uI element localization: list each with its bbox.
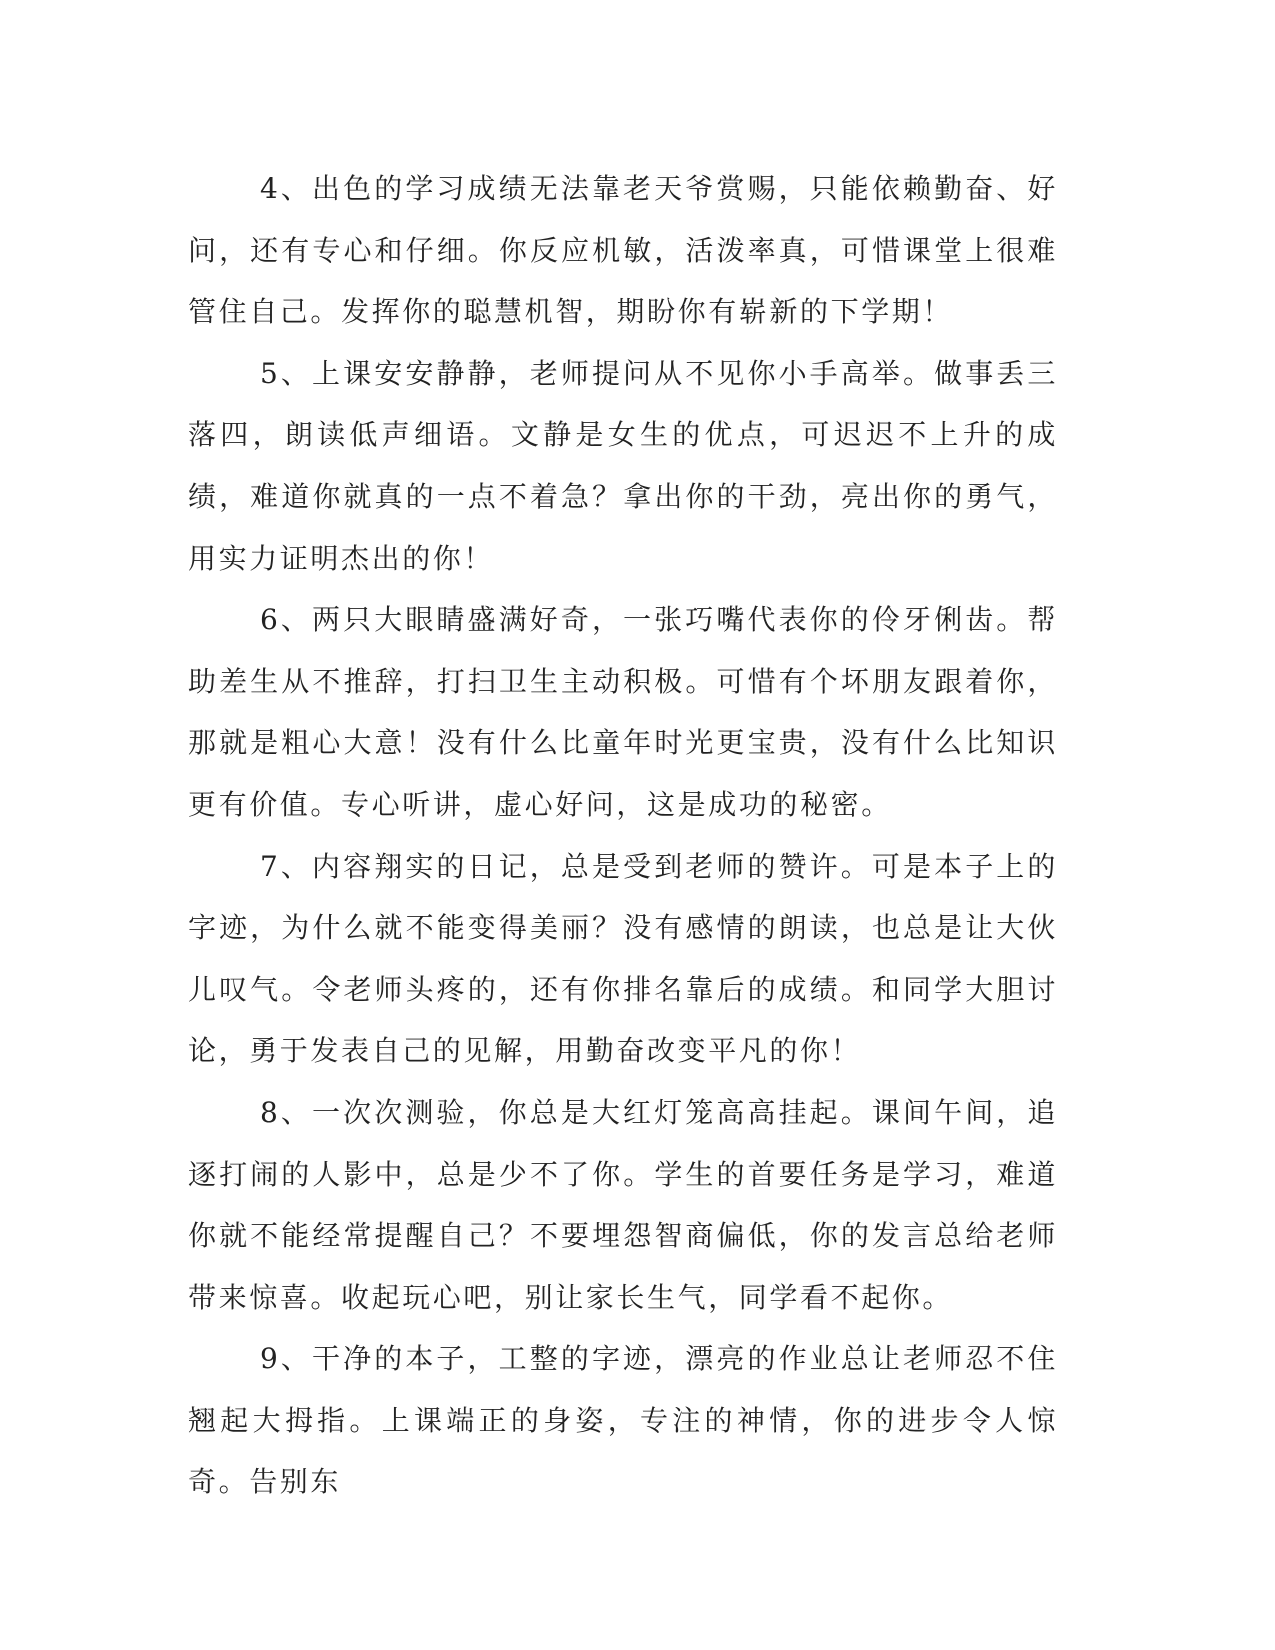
- comment-paragraph-9: 9、干净的本子，工整的字迹，漂亮的作业总让老师忍不住翘起大拇指。上课端正的身姿，专注的神情，你的进步令人惊奇。告别东: [188, 1342, 1058, 1499]
- comment-paragraph-8: 8、一次次测验，你总是大红灯笼高高挂起。课间午间，追逐打闹的人影中，总是少不了你。学生的首要任务是学习，难道你就不能经常提醒自己？不要埋怨智商偏低，你的发言总给老师带来惊喜。收起玩心吧，别让家长生气，同学看不起你。: [188, 1095, 1058, 1314]
- document-body: [188, 158, 1058, 1513]
- comment-paragraph-5: 5、上课安安静静，老师提问从不见你小手高举。做事丢三落四，朗读低声细语。文静是女生的优点，可迟迟不上升的成绩，难道你就真的一点不着急？拿出你的干劲，亮出你的勇气，用实力证明杰出的你！: [188, 356, 1058, 575]
- comment-paragraph-7: 7、内容翔实的日记，总是受到老师的赞许。可是本子上的字迹，为什么就不能变得美丽？没有感情的朗读，也总是让大伙儿叹气。令老师头疼的，还有你排名靠后的成绩。和同学大胆讨论，勇于发表自己的见解，用勤奋改变平凡的你！: [188, 849, 1058, 1068]
- comment-paragraph-4: 4、出色的学习成绩无法靠老天爷赏赐，只能依赖勤奋、好问，还有专心和仔细。你反应机敏，活泼率真，可惜课堂上很难管住自己。发挥你的聪慧机智，期盼你有崭新的下学期！: [188, 172, 1058, 329]
- comment-paragraph-6: 6、两只大眼睛盛满好奇，一张巧嘴代表你的伶牙俐齿。帮助差生从不推辞，打扫卫生主动积极。可惜有个坏朋友跟着你，那就是粗心大意！没有什么比童年时光更宝贵，没有什么比知识更有价值。专心听讲，虚心好问，这是成功的秘密。: [188, 603, 1058, 821]
